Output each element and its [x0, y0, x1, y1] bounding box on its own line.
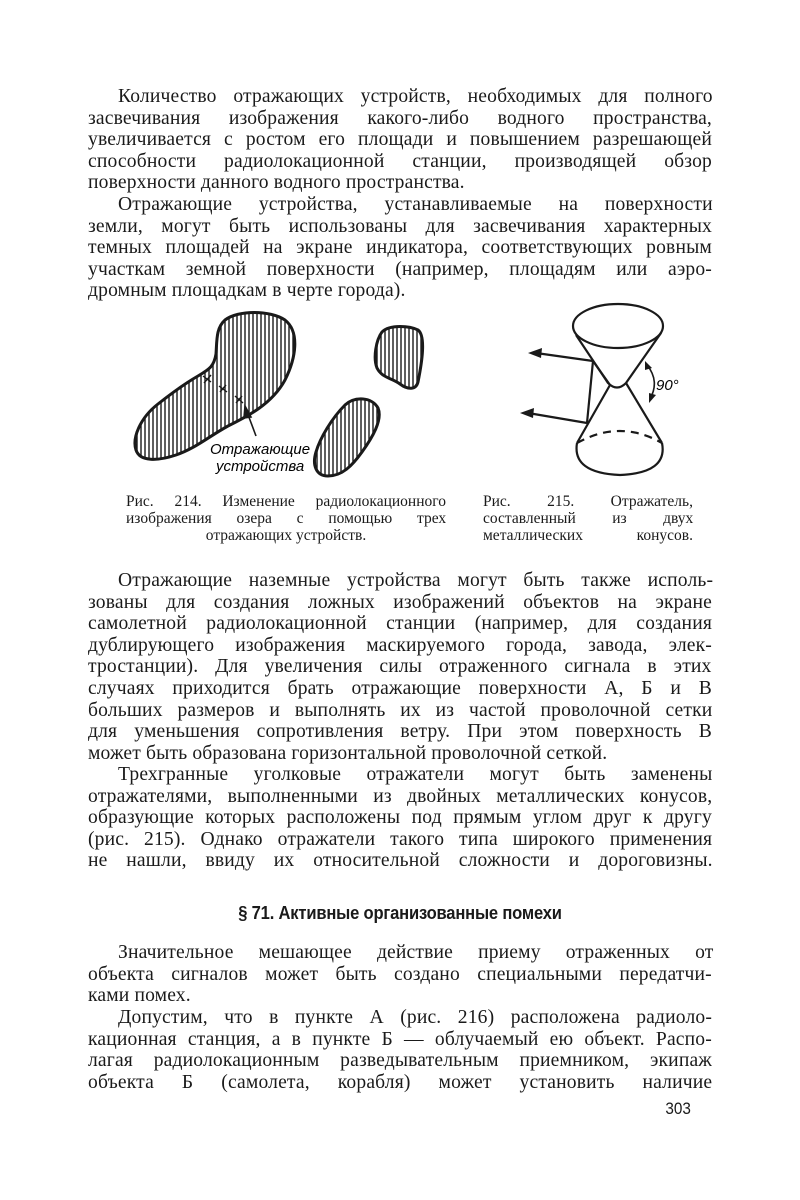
- caption-line: Рис. 214. Изменение радиолокационного: [126, 493, 446, 510]
- caption-line: изображения озера с помощью трех: [126, 510, 447, 527]
- text-line: образующие которых расположены под прямым углом друг к другу: [88, 807, 712, 829]
- text-line: дублирующего изображения маскируемого города, завода, элек-: [88, 634, 712, 656]
- text-line: (рис. 215). Однако отражатели такого типа широкого применения: [88, 828, 713, 850]
- reflection-path: [587, 361, 593, 423]
- text-line: может быть образована горизонтальной проволочной сеткой.: [88, 742, 608, 764]
- text-line: объекта Б (самолета, корабля) может установить наличие: [88, 1071, 713, 1093]
- ray-upper: [536, 353, 593, 361]
- text-line: Значительное мешающее действие приему отраженных от: [118, 942, 714, 963]
- caption-figure-214: [126, 493, 446, 544]
- text-line: тростанции). Для увеличения силы отраженного сигнала в этих: [88, 656, 712, 678]
- text-line: самолетной радиолокационной станции (например, для создания: [88, 613, 712, 635]
- top-cone-rim: [573, 304, 663, 348]
- text-line: Отражающие устройства, устанавливаемые на поверхности: [118, 194, 713, 215]
- figure-215-double-cone-reflector: [510, 295, 700, 490]
- text-line: способности радиолокационной станции, производящей обзор: [88, 150, 712, 172]
- caption-line: металлических конусов.: [483, 527, 693, 544]
- text-line: отражателями, выполненными из двойных металлических конусов,: [88, 785, 713, 807]
- page-number: 303: [665, 1099, 691, 1118]
- text-line: Отражающие наземные устройства могут быть также исполь-: [118, 570, 714, 591]
- paragraph-4: [88, 764, 712, 872]
- reflector-label-line1: Отражающие: [210, 441, 311, 458]
- bottom-cone-rim-front: [577, 443, 663, 475]
- text-line: земли, могут быть использованы для засвечивания характерных: [88, 215, 712, 237]
- paragraph-6: [88, 1007, 712, 1093]
- text-line: зованы для создания ложных изображений объектов на экране: [88, 591, 712, 613]
- text-line: Количество отражающих устройств, необходимых для полного: [118, 86, 713, 107]
- text-line: увеличивается с ростом его площади и повышением разрешающей: [88, 129, 712, 151]
- ray-lower: [528, 413, 587, 423]
- text-line: ками помех.: [88, 985, 191, 1007]
- paragraph-1: [88, 86, 712, 194]
- text-line: больших размеров и выполнять их из частой проволочной сетки: [88, 699, 713, 721]
- text-line: участкам земной поверхности (например, площадям или аэро-: [88, 258, 712, 280]
- bottom-cone-rim-back: [577, 431, 662, 443]
- text-line: для уменьшения сопротивления ветру. При этом поверхность В: [88, 721, 712, 743]
- text-line: Трехгранные уголковые отражатели могут быть заменены: [118, 764, 713, 785]
- angle-label-90: 90°: [656, 377, 679, 394]
- text-line: случаях приходится брать отражающие поверхности А, Б и В: [88, 677, 712, 699]
- paragraph-5: [88, 942, 712, 1007]
- section-heading: § 71. Активные организованные помехи: [238, 903, 562, 923]
- text-line: объекта сигналов может быть создано специальными передатчи-: [88, 963, 712, 985]
- text-line: не нашли, ввиду их относительной сложности и дороговизны.: [88, 850, 713, 872]
- text-line: засвечивания изображения какого-либо водного пространства,: [88, 107, 712, 129]
- lake-large-shape: [135, 313, 295, 460]
- text-line: Допустим, что в пункте А (рис. 216) расположена радиоло-: [118, 1007, 712, 1028]
- figure-214-lake-diagram: [120, 300, 440, 490]
- reflector-label-line2: устройства: [216, 458, 305, 475]
- text-line: темных площадей на экране индикатора, соответствующих ровным: [88, 237, 712, 259]
- text-line: кационная станция, а в пункте Б — облучаемый ею объект. Распо-: [88, 1028, 712, 1050]
- caption-line: Рис. 215. Отражатель,: [483, 493, 693, 510]
- text-line: дромным площадкам в черте города).: [88, 280, 406, 302]
- paragraph-3: [88, 570, 712, 764]
- caption-line: отражающих устройств.: [205, 527, 367, 544]
- paragraph-2: [88, 194, 712, 302]
- caption-line: составленный из двух: [483, 510, 694, 527]
- text-line: поверхности данного водного пространства.: [88, 172, 465, 194]
- caption-figure-215: [483, 493, 693, 544]
- lake-small-top-shape: [375, 327, 422, 389]
- text-line: лагая радиолокационным разведывательным приемником, экипаж: [88, 1050, 712, 1072]
- lake-small-bottom-shape: [315, 399, 380, 476]
